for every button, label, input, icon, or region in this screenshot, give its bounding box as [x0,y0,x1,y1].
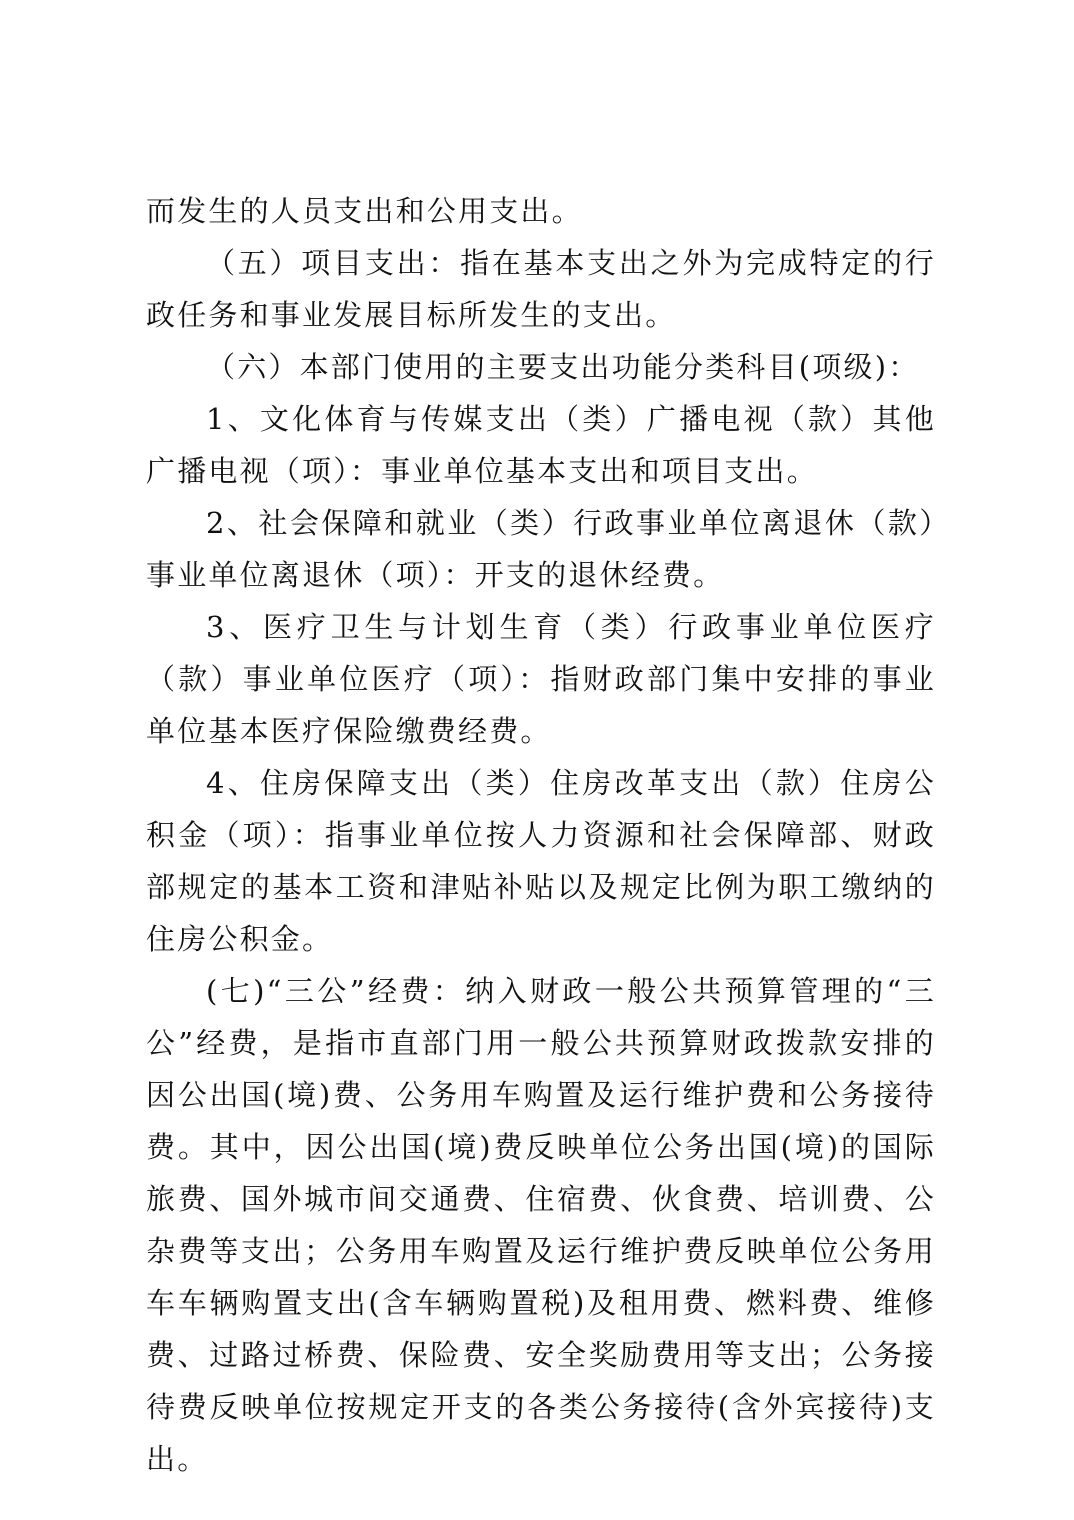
paragraph-item-4-housing: 4、住房保障支出（类）住房改革支出（款）住房公积金（项）：指事业单位按人力资源和社会保障部、财政部规定的基本工资和津贴补贴以及规定比例为职工缴纳的住房公积金。 [146,766,936,956]
paragraph-item-2-social-security: 2、社会保障和就业（类）行政事业单位离退休（款）事业单位离退休（项）：开支的退休经费。 [146,506,936,592]
paragraph-function-classification-heading: （六）本部门使用的主要支出功能分类科目(项级)： [206,350,920,384]
paragraph-item-1-culture-media: 1、文化体育与传媒支出（类）广播电视（款）其他广播电视（项）：事业单位基本支出和项目支出。 [146,402,936,488]
paragraph-project-expenditure: （五）项目支出：指在基本支出之外为完成特定的行政任务和事业发展目标所发生的支出。 [146,246,936,332]
paragraph-item-3-medical: 3、医疗卫生与计划生育（类）行政事业单位医疗（款）事业单位医疗（项）：指财政部门集中安排的事业单位基本医疗保险缴费经费。 [146,610,936,748]
paragraph-continuation: 而发生的人员支出和公用支出。 [146,194,583,228]
paragraph-three-public-expenses: (七)“三公”经费：纳入财政一般公共预算管理的“三公”经费，是指市直部门用一般公共预算财政拨款安排的因公出国(境)费、公务用车购置及运行维护费和公务接待费。其中，因公出国(境)费反映单位公务出国(境)的国际旅费、国外城市间交通费、住宿费、伙食费、培训费、公杂费等支出；公务用车购置及运行维护费反映单位公务用车车辆购置支出(含车辆购置税)及租用费、燃料费、维修费、过路过桥费、保险费、安全奖励费用等支出；公务接待费反映单位按规定开支的各类公务接待(含外宾接待)支出。 [146,974,936,1476]
document-body [146,185,936,1485]
